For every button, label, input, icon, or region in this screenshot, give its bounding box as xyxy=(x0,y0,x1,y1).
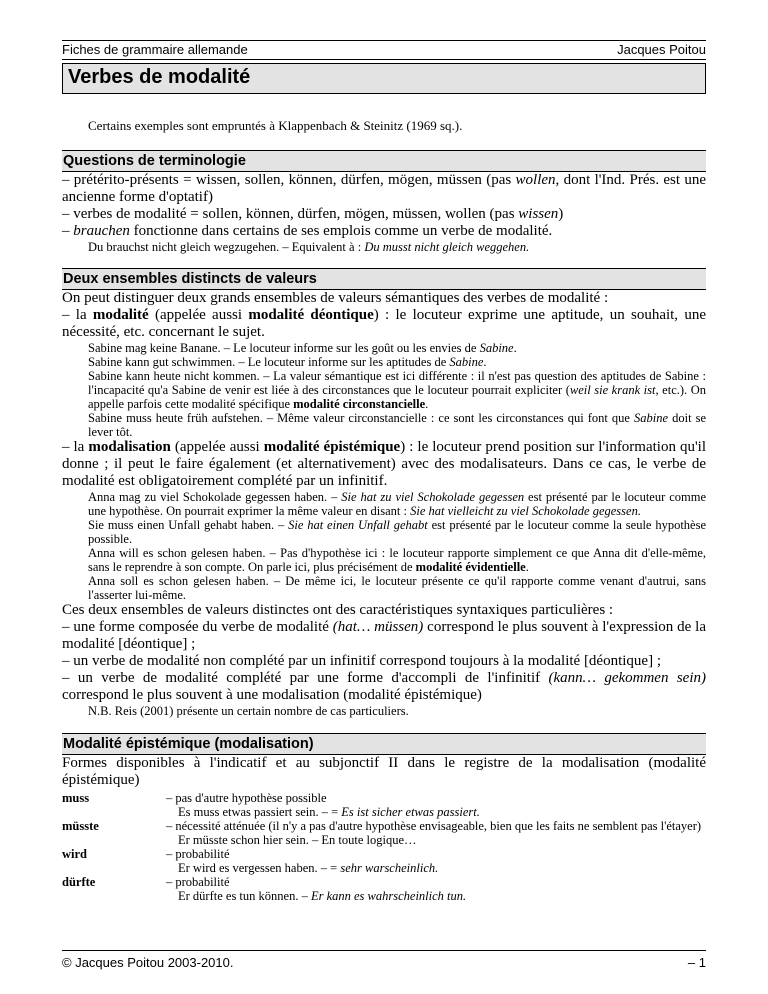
table-row xyxy=(62,791,706,819)
section-terminologie xyxy=(62,172,706,254)
page-footer xyxy=(62,950,706,973)
paragraph: – une forme composée du verbe de modalité (hat… müssen) correspond le plus souvent à l'expression de la modalité [déontique] ; xyxy=(62,619,706,652)
example: Sabine kann gut schwimmen. – Le locuteur informe sur les aptitudes de Sabine. xyxy=(88,355,487,369)
table-row xyxy=(62,875,706,903)
page-header xyxy=(62,40,706,60)
example: Sabine mag keine Banane. – Le locuteur informe sur les goût ou les envies de Sabine. xyxy=(88,341,517,355)
section-heading-ensembles: Deux ensembles distincts de valeurs xyxy=(62,268,706,290)
form-key: müsste xyxy=(62,819,99,833)
form-desc: – probabilité Er wird es vergessen haben. – = sehr warscheinlich. xyxy=(166,847,439,875)
paragraph: On peut distinguer deux grands ensembles de valeurs sémantiques des verbes de modalité : xyxy=(62,290,609,306)
section-heading-terminologie: Questions de terminologie xyxy=(62,150,706,172)
table-row xyxy=(62,847,706,875)
paragraph: – la modalité (appelée aussi modalité déontique) : le locuteur exprime une aptitude, un souhait, une nécessité, etc. concernant le sujet. xyxy=(62,307,706,340)
header-left: Fiches de grammaire allemande xyxy=(62,42,248,57)
example: Du brauchst nicht gleich wegzugehen. – Equivalent à : Du musst nicht gleich weggehen. xyxy=(88,240,530,254)
section-epistemique xyxy=(62,755,706,903)
example: Anna mag zu viel Schokolade gegessen haben. – Sie hat zu viel Schokolade gegessen est présenté par le locuteur comme une hypothèse. On pourrait exprimer la même valeur en disant : Sie hat vielleicht zu viel Schokolade gegessen. xyxy=(88,490,706,518)
form-key: dürfte xyxy=(62,875,96,889)
forms-table xyxy=(62,791,706,903)
paragraph: Formes disponibles à l'indicatif et au subjonctif II dans le registre de la modalisation (modalité épistémique) xyxy=(62,755,706,788)
paragraph: Ces deux ensembles de valeurs distinctes ont des caractéristiques syntaxiques particulières : xyxy=(62,602,614,618)
page-number: – 1 xyxy=(687,955,706,970)
form-desc: – nécessité atténuée (il n'y a pas d'autre hypothèse envisageable, bien que les faits ne semblent pas l'étayer) Er müsste schon hier sein. – En toute logique… xyxy=(166,819,702,847)
table-row xyxy=(62,819,706,847)
example: Anna will es schon gelesen haben. – Pas d'hypothèse ici : le locuteur rapporte simplement ce que Anna dit d'elle-même, sans le reprendre à son compte. On parle ici, plus précisément de modalité évidentielle. xyxy=(88,546,706,574)
header-right: Jacques Poitou xyxy=(617,42,706,57)
paragraph: – la modalisation (appelée aussi modalité épistémique) : le locuteur prend position sur l'information qu'il donne ; il peut le faire également (et alternativement) avec des modalisateurs. Dans ce cas, le verbe de modalité est obligatoirement complété par un infinitif. xyxy=(62,439,707,489)
footer-copyright: © Jacques Poitou 2003-2010. xyxy=(62,955,234,970)
document-body xyxy=(62,118,706,903)
section-ensembles xyxy=(62,290,706,719)
form-desc: – pas d'autre hypothèse possible Es muss etwas passiert sein. – = Es ist sicher etwas passiert. xyxy=(166,791,480,819)
paragraph: – prétérito-présents = wissen, sollen, können, dürfen, mögen, müssen (pas wollen, dont l'Ind. Prés. est une ancienne forme d'optatif) xyxy=(62,172,707,205)
note: N.B. Reis (2001) présente un certain nombre de cas particuliers. xyxy=(88,704,409,718)
form-desc: – probabilité Er dürfte es tun können. – Er kann es wahrscheinlich tun. xyxy=(166,875,467,903)
paragraph: – un verbe de modalité non complété par un infinitif correspond toujours à la modalité [déontique] ; xyxy=(62,653,661,669)
form-key: wird xyxy=(62,847,87,861)
example: Sie muss einen Unfall gehabt haben. – Sie hat einen Unfall gehabt est présenté par le locuteur comme la seule hypothèse possible. xyxy=(88,518,707,546)
example: Sabine kann heute nicht kommen. – La valeur sémantique est ici différente : il n'est pas question des aptitudes de Sabine : l'incapacité qu'a Sabine de venir est liée à des circonstances que le locuteur pourrait expliciter (weil sie krank ist, etc.). On appelle parfois cette modalité spécifique modalité circonstancielle. xyxy=(88,369,706,411)
intro-note: Certains exemples sont empruntés à Klappenbach & Steinitz (1969 sq.). xyxy=(88,118,463,133)
title-box xyxy=(62,63,706,94)
paragraph: – un verbe de modalité complété par une forme d'accompli de l'infinitif (kann… gekommen sein) correspond le plus souvent à une modalisation (modalité épistémique) xyxy=(62,670,706,703)
section-heading-epistemique: Modalité épistémique (modalisation) xyxy=(62,733,706,755)
example: Anna soll es schon gelesen haben. – De même ici, le locuteur présente ce qu'il rapporte comme venant d'autrui, sans l'asserter lui-même. xyxy=(88,574,706,602)
example: Sabine muss heute früh aufstehen. – Même valeur circonstancielle : ce sont les circonstances qui font que Sabine doit se lever tôt. xyxy=(88,411,706,439)
paragraph: – brauchen fonctionne dans certains de ses emplois comme un verbe de modalité. xyxy=(62,223,553,239)
paragraph: – verbes de modalité = sollen, können, dürfen, mögen, müssen, wollen (pas wissen) xyxy=(62,206,564,222)
page-title: Verbes de modalité xyxy=(68,66,251,88)
form-key: muss xyxy=(62,791,90,805)
